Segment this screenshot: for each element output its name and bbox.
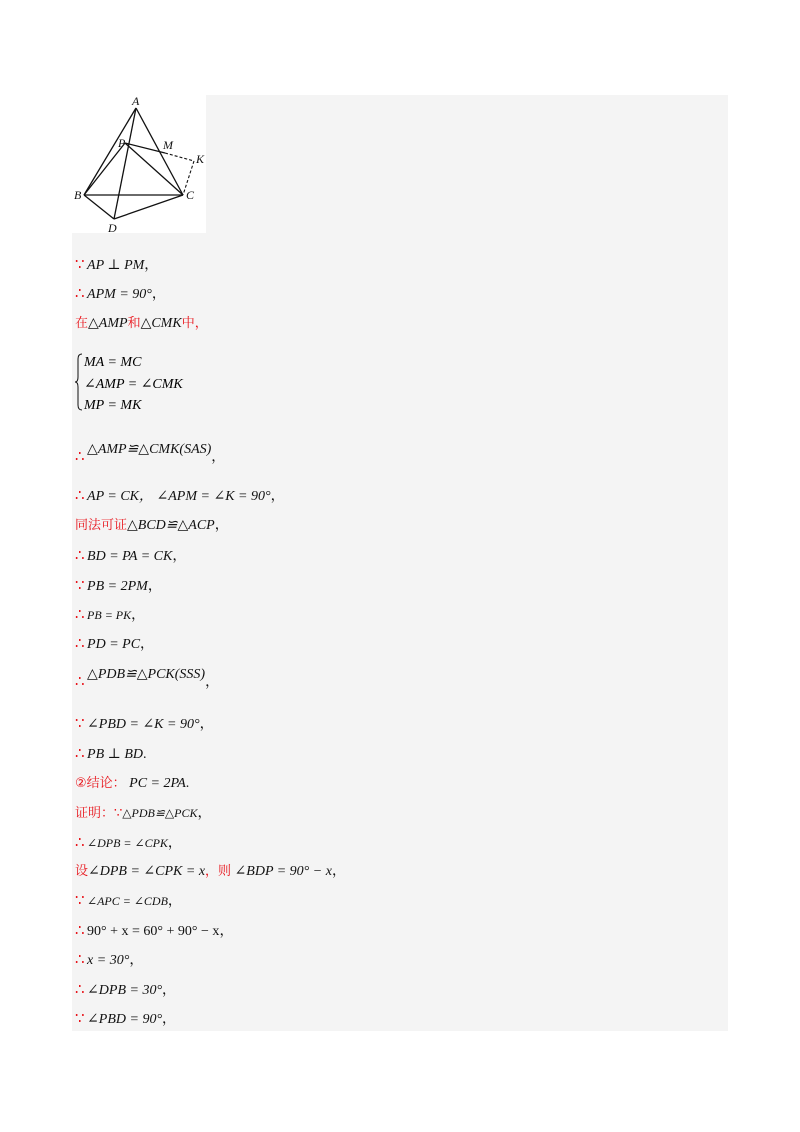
label-b: B — [74, 188, 82, 202]
proof-line-16: ∴ ∠DPB = ∠CPK， — [75, 835, 182, 851]
proof-line-5: ∴ AP = CK， ∠APM = ∠K = 90°， — [75, 488, 285, 504]
solution-panel — [72, 95, 728, 1031]
proof-line-13: ∴ PB ⊥ BD. — [75, 746, 147, 762]
proof-start-line: 证明：∵△PDB≌△PCK， — [75, 806, 212, 821]
triangle-diagram — [72, 95, 206, 233]
geometry-figure — [72, 95, 206, 233]
system-brace — [75, 353, 83, 411]
proof-line-3: 在△AMP和△CMK中， — [75, 316, 208, 331]
proof-line-20: ∴ x = 30°， — [75, 952, 144, 968]
system-eq-2: ∠AMP = ∠CMK — [84, 377, 183, 392]
label-d: D — [108, 221, 117, 233]
label-a: A — [132, 95, 140, 108]
proof-line-11: ∴ △PDB≌△PCK(SSS)， — [75, 667, 220, 690]
proof-line-10: ∴ PD = PC， — [75, 636, 155, 652]
label-m: M — [163, 138, 173, 152]
proof-line-2: ∴ APM = 90°， — [75, 286, 166, 302]
proof-line-21: ∴ ∠DPB = 30°， — [75, 982, 177, 998]
proof-line-18: ∵ ∠APC = ∠CDB， — [75, 893, 182, 909]
label-c: C — [186, 188, 195, 202]
proof-line-22: ∵ ∠PBD = 90°， — [75, 1011, 177, 1027]
system-eq-1: MA = MC — [84, 355, 142, 370]
system-eq-3: MP = MK — [84, 398, 142, 413]
proof-line-8: ∵ PB = 2PM， — [75, 578, 162, 594]
proof-line-19: ∴ 90° + x = 60° + 90° − x， — [75, 923, 234, 939]
proof-line-17: 设∠DPB = ∠CPK = x，则 ∠BDP = 90° − x， — [75, 864, 346, 879]
conclusion-line: ②结论： PC = 2PA. — [75, 776, 190, 791]
proof-line-6: 同法可证△BCD≌△ACP， — [75, 518, 229, 533]
proof-line-9: ∴ PB = PK， — [75, 607, 146, 623]
proof-line-7: ∴ BD = PA = CK， — [75, 548, 187, 564]
label-k: K — [196, 152, 205, 166]
proof-line-4: ∴ △AMP≌△CMK(SAS)， — [75, 442, 226, 465]
label-p: P — [118, 136, 126, 150]
proof-line-1: ∵ AP ⊥ PM， — [75, 257, 159, 273]
proof-line-12: ∵ ∠PBD = ∠K = 90°， — [75, 716, 214, 732]
